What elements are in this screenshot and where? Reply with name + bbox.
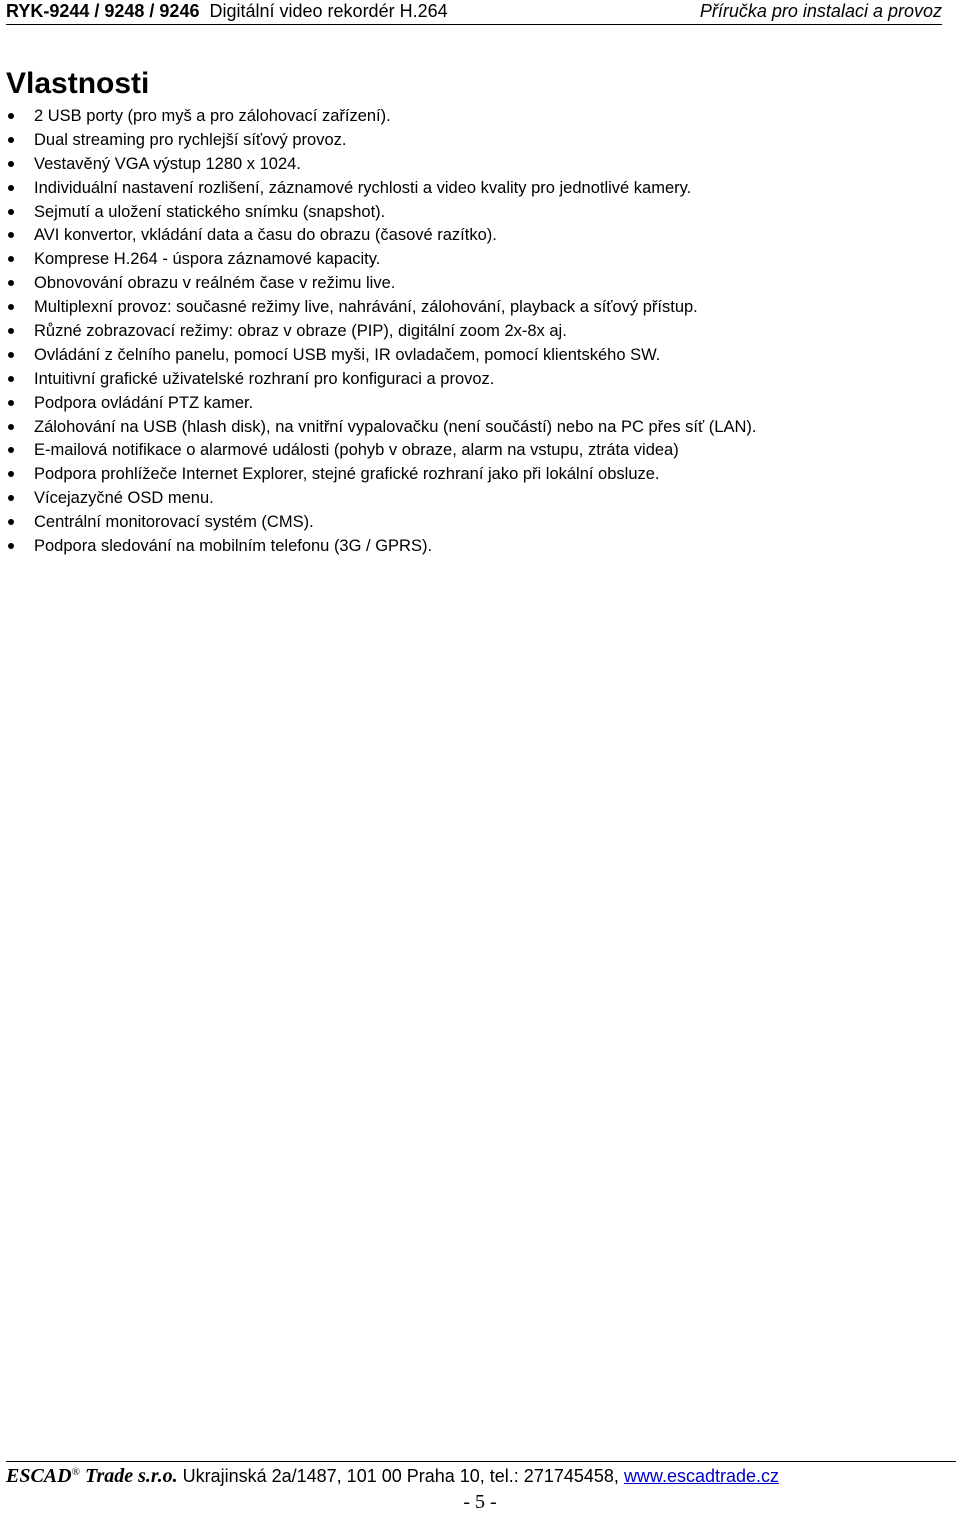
list-item: [0, 152, 756, 176]
bullet-icon: [8, 471, 14, 477]
bullet-icon: [8, 543, 14, 549]
bullet-icon: [8, 495, 14, 501]
section-title: Vlastnosti: [6, 67, 150, 100]
registered-mark: ®: [71, 1466, 80, 1478]
bullet-icon: [8, 256, 14, 262]
feature-text: E-mailová notifikace o alarmové události (pohyb v obraze, alarm na vstupu, ztráta videa): [34, 441, 679, 460]
company-name: ESCAD: [6, 1465, 72, 1487]
footer-divider: [6, 1461, 956, 1462]
list-item: [0, 367, 756, 391]
website-link[interactable]: www.escadtrade.cz: [623, 1466, 780, 1486]
page-header: [6, 0, 942, 25]
bullet-icon: [8, 113, 14, 119]
list-item: [0, 343, 756, 367]
header-product: Digitální video rekordér H.264: [209, 1, 448, 21]
feature-text: Individuální nastavení rozlišení, záznamové rychlosti a video kvality pro jednotlivé kamery.: [34, 178, 692, 197]
list-item: [0, 176, 756, 200]
company-suffix: Trade s.r.o.: [84, 1465, 178, 1487]
company-address: Ukrajinská 2a/1487, 101 00 Praha 10, tel.: 271745458,: [182, 1466, 619, 1486]
list-item: [0, 200, 756, 224]
feature-text: Podpora sledování na mobilním telefonu (3G / GPRS).: [34, 537, 433, 556]
feature-text: Různé zobrazovací režimy: obraz v obraze (PIP), digitální zoom 2x-8x aj.: [34, 322, 567, 341]
bullet-icon: [8, 304, 14, 310]
list-item: [0, 415, 756, 439]
feature-text: Centrální monitorovací systém (CMS).: [34, 513, 314, 532]
list-item: [0, 391, 756, 415]
list-item: [0, 462, 756, 486]
feature-text: Zálohování na USB (hlash disk), na vnitřní vypalovačku (není součástí) nebo na PC přes síť (LAN).: [34, 417, 757, 436]
list-item: [0, 510, 756, 534]
feature-text: 2 USB porty (pro myš a pro zálohovací zařízení).: [34, 107, 391, 125]
list-item: [0, 438, 756, 462]
feature-text: Ovládání z čelního panelu, pomocí USB myši, IR ovladačem, pomocí klientského SW.: [34, 345, 661, 364]
list-item: [0, 104, 756, 128]
bullet-icon: [8, 209, 14, 215]
list-item: [0, 295, 756, 319]
bullet-icon: [8, 232, 14, 238]
header-left: [6, 0, 448, 22]
feature-list: [0, 104, 756, 558]
list-item: [0, 271, 756, 295]
feature-text: Multiplexní provoz: současné režimy live, nahrávání, zálohování, playback a síťový přístup.: [34, 298, 698, 317]
page-number: - 5 -: [463, 1491, 497, 1513]
bullet-icon: [8, 519, 14, 525]
feature-text: Vícejazyčné OSD menu.: [34, 489, 214, 508]
header-model: RYK-9244 / 9248 / 9246: [6, 1, 200, 21]
feature-text: Podpora prohlížeče Internet Explorer, stejné grafické rozhraní jako při lokální obsluze.: [34, 465, 660, 484]
feature-text: Intuitivní grafické uživatelské rozhraní pro konfiguraci a provoz.: [34, 369, 495, 388]
list-item: [0, 223, 756, 247]
list-item: [0, 486, 756, 510]
bullet-icon: [8, 328, 14, 334]
bullet-icon: [8, 280, 14, 286]
feature-text: Sejmutí a uložení statického snímku (snapshot).: [34, 202, 386, 221]
feature-text: Dual streaming pro rychlejší síťový provoz.: [34, 130, 347, 149]
bullet-icon: [8, 185, 14, 191]
bullet-icon: [8, 137, 14, 143]
bullet-icon: [8, 424, 14, 430]
list-item: [0, 247, 756, 271]
bullet-icon: [8, 447, 14, 453]
feature-text: Komprese H.264 - úspora záznamové kapacity.: [34, 250, 381, 269]
header-manual-title: Příručka pro instalaci a provoz: [699, 1, 942, 21]
list-item: [0, 319, 756, 343]
feature-text: Obnovování obrazu v reálném čase v režimu live.: [34, 274, 396, 293]
list-item: [0, 534, 756, 558]
list-item: [0, 128, 756, 152]
bullet-icon: [8, 400, 14, 406]
bullet-icon: [8, 161, 14, 167]
feature-text: Podpora ovládání PTZ kamer.: [34, 393, 254, 412]
page-footer: [6, 1464, 779, 1488]
bullet-icon: [8, 352, 14, 358]
feature-text: Vestavěný VGA výstup 1280 x 1024.: [34, 154, 301, 173]
feature-text: AVI konvertor, vkládání data a času do obrazu (časové razítko).: [34, 226, 497, 245]
bullet-icon: [8, 376, 14, 382]
